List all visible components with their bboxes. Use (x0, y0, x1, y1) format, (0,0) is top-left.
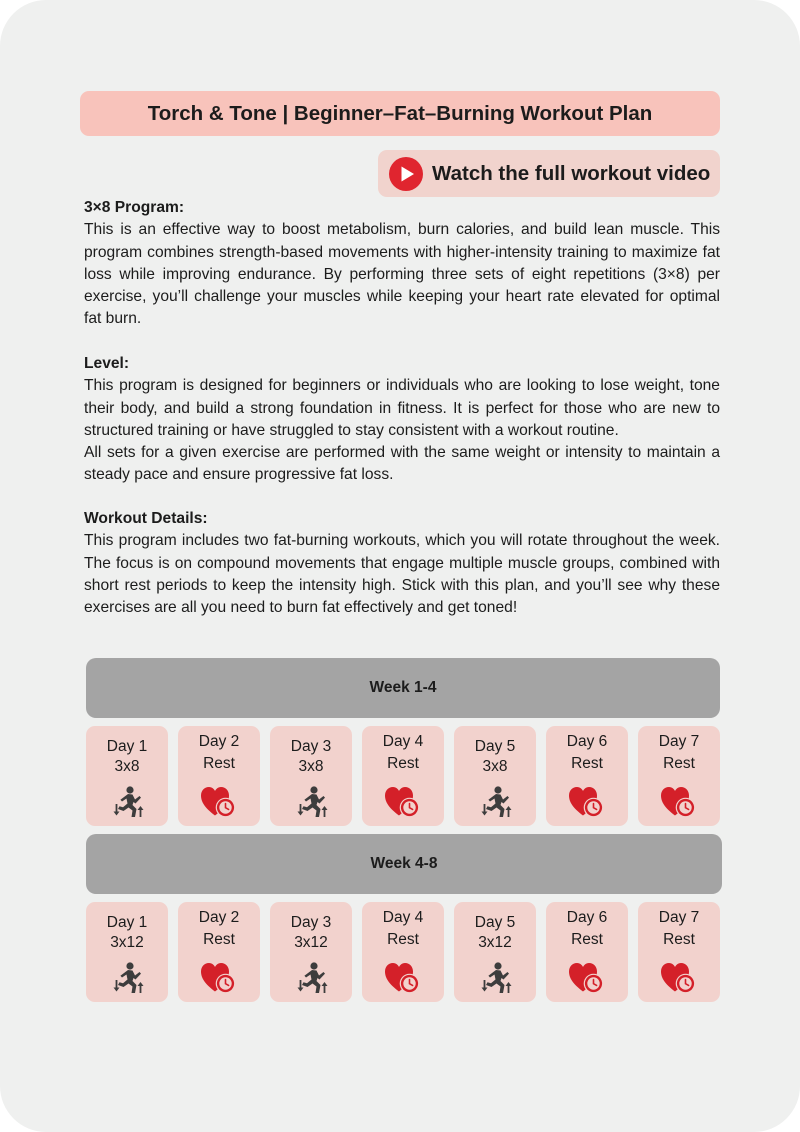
level-section (84, 353, 720, 487)
level-heading: Level: (84, 355, 130, 372)
heart-clock-icon (569, 960, 605, 996)
heart-clock-icon (569, 784, 605, 820)
day-label: Day 2 (198, 733, 240, 750)
week1-day4-card (362, 726, 444, 826)
watch-video-label: Watch the full workout video (432, 161, 711, 185)
week1-day5-card (454, 726, 536, 826)
week1-day6-card (546, 726, 628, 826)
week1-day3-card (270, 726, 352, 826)
program-heading: 3×8 Program: (84, 199, 185, 216)
day-label: Day 7 (658, 733, 700, 750)
day-label: Day 3 (290, 738, 332, 755)
day-label: Day 4 (382, 733, 424, 750)
week1-day7-card (638, 726, 720, 826)
heart-clock-icon (661, 960, 697, 996)
day-label: Day 2 (198, 909, 240, 926)
day-label: Day 7 (658, 909, 700, 926)
heart-clock-icon (661, 784, 697, 820)
week1-day2-card (178, 726, 260, 826)
day-label: Day 6 (566, 733, 608, 750)
day-label: Day 5 (474, 738, 516, 755)
day-type: 3x12 (110, 934, 144, 951)
day-type: Rest (663, 755, 695, 772)
details-body: This program includes two fat-burning workouts, which you will rotate throughout the week. The focus is on compound movements that engage multiple muscle groups, combined with short rest periods to keep the intensity high. Stick with this plan, and you’ll see why these exercises are all you need to burn fat effectively and get toned! (84, 532, 720, 617)
day-type: Rest (571, 931, 603, 948)
details-section (84, 508, 720, 619)
week-1-4-header: Week 1-4 (86, 658, 720, 718)
day-type: 3x8 (298, 758, 324, 775)
week2-day5-card (454, 902, 536, 1002)
day-type: Rest (571, 755, 603, 772)
week2-day1-card (86, 902, 168, 1002)
heart-clock-icon (201, 960, 237, 996)
workout-icon (477, 960, 513, 996)
day-label: Day 6 (566, 909, 608, 926)
details-heading: Workout Details: (84, 510, 208, 527)
week2-day6-card (546, 902, 628, 1002)
day-label: Day 5 (474, 914, 516, 931)
day-label: Day 1 (106, 738, 148, 755)
week2-day7-card (638, 902, 720, 1002)
week2-day3-card (270, 902, 352, 1002)
day-type: 3x8 (482, 758, 508, 775)
heart-clock-icon (201, 784, 237, 820)
day-type: Rest (663, 931, 695, 948)
program-body: This is an effective way to boost metabolism, burn calories, and build lean muscle. This program combines strength-based movements with higher-intensity training to maximize fat loss while improving endurance. By performing three sets of eight repetitions (3×8) per exercise, you’ll challenge your muscles while keeping your heart rate elevated for optimal fat burn. (84, 221, 720, 328)
day-type: 3x8 (114, 758, 140, 775)
watch-video-button[interactable] (378, 150, 720, 197)
day-label: Day 1 (106, 914, 148, 931)
workout-icon (109, 784, 145, 820)
workout-icon (109, 960, 145, 996)
day-type: 3x12 (478, 934, 512, 951)
day-label: Day 4 (382, 909, 424, 926)
workout-icon (293, 784, 329, 820)
week2-day2-card (178, 902, 260, 1002)
week2-day4-card (362, 902, 444, 1002)
workout-icon (293, 960, 329, 996)
program-section (84, 197, 720, 331)
week1-day1-card (86, 726, 168, 826)
workout-icon (477, 784, 513, 820)
heart-clock-icon (385, 784, 421, 820)
week-4-8-header: Week 4-8 (86, 834, 722, 894)
heart-clock-icon (385, 960, 421, 996)
day-type: Rest (203, 755, 235, 772)
day-type: Rest (203, 931, 235, 948)
day-type: Rest (387, 755, 419, 772)
day-type: 3x12 (294, 934, 328, 951)
level-body-2: All sets for a given exercise are performed with the same weight or intensity to maintain a steady pace and ensure progressive fat loss. (84, 444, 720, 484)
page-title: Torch & Tone | Beginner–Fat–Burning Workout Plan (80, 91, 720, 136)
day-label: Day 3 (290, 914, 332, 931)
youtube-play-icon (389, 157, 423, 191)
level-body-1: This program is designed for beginners or individuals who are looking to lose weight, tone their body, and build a strong foundation in fitness. It is perfect for those who are new to structured training or have struggled to stay consistent with a workout routine. (84, 377, 720, 439)
day-type: Rest (387, 931, 419, 948)
